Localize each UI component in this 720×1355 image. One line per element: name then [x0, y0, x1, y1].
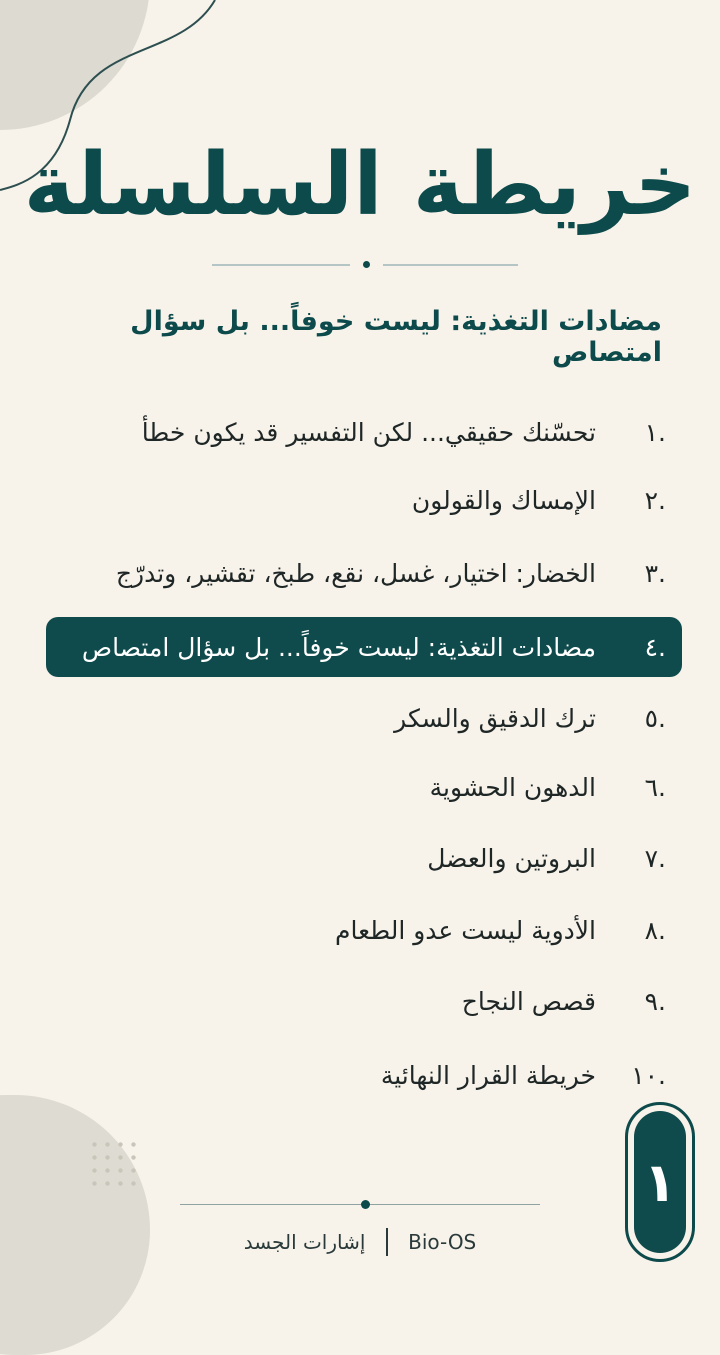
- footer-series: إشارات الجسد: [243, 1230, 366, 1254]
- title-divider-left: [212, 264, 350, 266]
- page-number: ١: [634, 1111, 686, 1253]
- toc-item-number: .٣: [644, 558, 666, 588]
- toc-item-number: .١٠: [631, 1060, 666, 1090]
- toc-item-5[interactable]: [46, 688, 682, 748]
- toc-item-9[interactable]: [46, 971, 682, 1031]
- footer-divider-dot: [361, 1200, 370, 1209]
- toc-item-label: قصص النجاح: [461, 986, 596, 1016]
- toc-item-8[interactable]: [46, 900, 682, 960]
- toc-item-number: .٨: [644, 915, 666, 945]
- toc-item-number: .٧: [644, 843, 666, 873]
- toc-item-label: الخضار: اختيار، غسل، نقع، طبخ، تقشير، وتدرّج: [115, 558, 596, 588]
- toc-item-label: الدهون الحشوية: [429, 772, 596, 802]
- decor-dot-grid: [88, 1138, 144, 1194]
- toc-item-6[interactable]: [46, 757, 682, 817]
- decor-blob-bottom: [0, 1095, 150, 1355]
- footer-divider: [180, 1204, 540, 1205]
- toc-item-2[interactable]: [46, 470, 682, 530]
- toc-item-4-active[interactable]: [46, 617, 682, 677]
- toc-item-label: خريطة القرار النهائية: [380, 1060, 596, 1090]
- toc-item-number: .٥: [644, 703, 666, 733]
- toc-item-label: الإمساك والقولون: [411, 485, 596, 515]
- toc-item-3[interactable]: [46, 543, 682, 603]
- toc-item-number: .٦: [644, 772, 666, 802]
- toc-item-number: .٢: [644, 485, 666, 515]
- title-divider-right: [383, 264, 518, 266]
- toc-item-label: البروتين والعضل: [427, 843, 596, 873]
- footer: [0, 1228, 720, 1256]
- current-episode-subtitle: مضادات التغذية: ليست خوفاً... بل سؤال امتصاص: [130, 306, 662, 368]
- toc-item-1[interactable]: [46, 402, 682, 462]
- title-divider-dot: [363, 261, 370, 268]
- footer-brand: Bio-OS: [408, 1230, 477, 1254]
- toc-item-number: .٤: [644, 632, 666, 662]
- toc-item-7[interactable]: [46, 828, 682, 888]
- toc-item-number: .١: [644, 417, 666, 447]
- toc-item-10[interactable]: [46, 1045, 682, 1105]
- toc-item-label: تحسّنك حقيقي... لكن التفسير قد يكون خطأ: [141, 417, 596, 447]
- page-title: خريطة السلسلة: [23, 135, 697, 235]
- footer-separator: [386, 1228, 388, 1256]
- toc-item-label: ترك الدقيق والسكر: [394, 703, 596, 733]
- toc-item-label: مضادات التغذية: ليست خوفاً... بل سؤال امتصاص: [81, 632, 596, 662]
- toc-item-number: .٩: [644, 986, 666, 1016]
- toc-item-label: الأدوية ليست عدو الطعام: [335, 915, 596, 945]
